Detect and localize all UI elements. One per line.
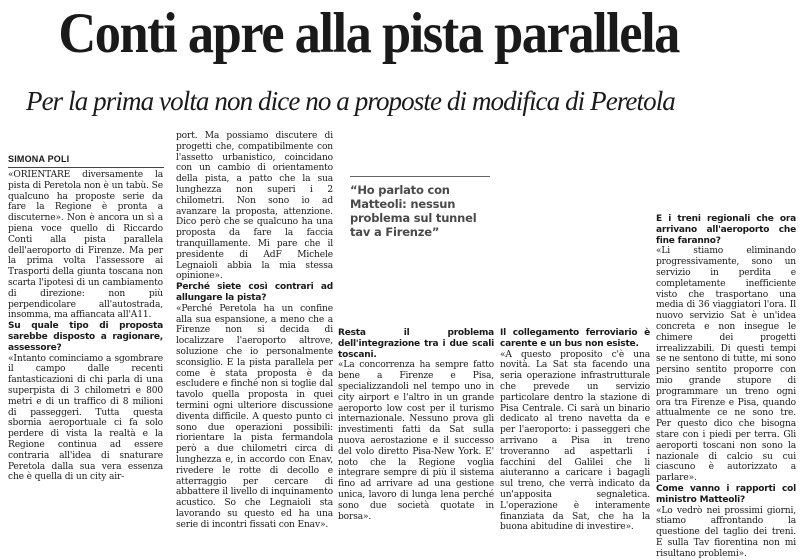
- column-3: [338, 328, 494, 522]
- interview-question: Come vanno i rapporti col ministro Matteoli?: [656, 483, 796, 505]
- byline-divider: [8, 167, 164, 168]
- interview-question: Perché siete così contrari ad allungare la pista?: [176, 282, 333, 303]
- column-5: [656, 214, 796, 559]
- headline: Conti apre alla pista parallela: [58, 2, 679, 65]
- paragraph: «Li stiamo eliminando progressivamente, sono un servizio in perdita e completamente inefficiente visto che trasportano una media di 36 viaggiatori l'ora. Il nuovo servizio Sat è un'idea concreta e non insegue le chimere dei progetti irrealizzabili. Di questi tempi se ne sentono di tutte, mi sono persino sentito proporre con mio grande stupore di programmare un treno ogni ora tra Firenze e Pisa, quando attualmente ce ne sono tre. Per questo dico che bisogna stare con i piedi per terra. Gli aeroporti toscani non sono la nazionale di calcio su cui ciascuno è autorizzato a parlare».: [656, 246, 796, 484]
- paragraph: «Intanto cominciamo a sgombrare il campo dalle recenti fantasticazioni di chi parla di una superpista di 3 chilometri e 800 metri e di un traffico di 8 milioni di passeggeri. Tutta questa sbornia aeroportuale ci fa solo perdere di vista la realtà e la Regione continua ad essere contraria all'idea di snaturare Peretola dalla sua vera essenza che è quella di un city air-: [8, 353, 163, 483]
- paragraph: port. Ma possiamo discutere di progetti che, compatibilmente con l'assetto urbanistico, coincidano con un cambio di orientamento della pista, a patto che la sua lunghezza non superi i 2 chilometri. Non sono io ad avanzare la proposta, attenzione. Dico però che se qualcuno ha una proposta da fare la faccia tranquillamente. Mi pare che il presidente di AdF Michele Legnaioli abbia la mia stessa opinione».: [176, 131, 333, 282]
- column-4: [500, 328, 650, 533]
- paragraph: «La concorrenza ha sempre fatto bene a Firenze e Pisa, specializzandoli nel tempo uno in city airport e l'altro in un grande aeroporto low cost per il turismo internazionale. Nessuno prova gli investimenti fatti da Sat sulla nuova aerostazione e il successo del volo diretto Pisa-New York. E' noto che la Regione voglia integrare sempre di più il sistema fino ad arrivare ad una gestione unica, lavoro di lunga lena perché sono due società quotate in borsa».: [338, 360, 494, 522]
- interview-question: E i treni regionali che ora arrivano all'aeroporto che fine faranno?: [656, 214, 796, 246]
- paragraph: «ORIENTARE diversamente la pista di Peretola non è un tabù. Se qualcuno ha proposte serie da fare la Regione è pronta a discuterne». Non è ancora un sì a piena voce quello di Riccardo Conti alla pista parallela dell'aeroporto di Firenze. Ma per la prima volta l'assessore ai Trasporti della giunta toscana non scarta l'ipotesi di un cambiamento di direzione: non più perpendicolare all'autostrada, insomma, ma affiancata all'A11.: [8, 170, 163, 321]
- interview-question: Il collegamento ferroviario è carente e un bus non esiste.: [500, 328, 650, 349]
- byline: SIMONA POLI: [8, 154, 70, 164]
- interview-question: Su quale tipo di proposta sarebbe disposto a ragionare, assessore?: [8, 321, 163, 353]
- paragraph: «Perché Peretola ha un confine alla sua espansione, a meno che a Firenze non si decida di localizzare l'aeroporto altrove, soluzione che io personalmente sconsiglio. E la pista parallela per come è stata proposta è da escludere e finché non si toglie dal tavolo quella proposta in quei termini ogni ulteriore discussione diventa difficile. A questo punto ci sono due operazioni possibili: riorientare la pista fermandola però a due chilometri circa di lunghezza e, in accordo con Enav, rivedere le rotte di decollo e atterraggio per cercare di abbattere il livello di inquinamento acustico. So che Legnaioli sta lavorando su questo ed ha una serie di incontri fissati con Enav».: [176, 303, 333, 530]
- column-2: [176, 131, 333, 530]
- pullquote: “Ho parlato con Matteoli: nessun problema sul tunnel tav a Firenze”: [350, 183, 477, 239]
- pullquote-rule: [350, 176, 490, 177]
- column-1: [8, 170, 163, 507]
- paragraph: «Lo vedrò nei prossimi giorni, stiamo affrontando la questione del taglio dei treni. E sulla Tav fiorentina non mi risultano problemi».: [656, 505, 796, 559]
- subheadline: Per la prima volta non dice no a proposte di modifica di Peretola: [26, 86, 675, 116]
- paragraph: «A questo proposito c'è una novità. La Sat sta facendo una seria operazione infrastrutturale che prevede un servizio particolare dentro la stazione di Pisa Centrale. Ci sarà un binario dedicato al treno navetta da e per l'aeroporto: i passeggeri che arrivano a Pisa in treno troveranno ad aspettarli i facchini del Galilei che li aiuteranno a caricare i bagagli sul treno, che verrà indicato da un'apposita segnaletica. L'operazione è interamente finanziata da Sat, che ha la buona abitudine di investire».: [500, 349, 650, 533]
- interview-question: Resta il problema dell'integrazione tra i due scali toscani.: [338, 328, 494, 360]
